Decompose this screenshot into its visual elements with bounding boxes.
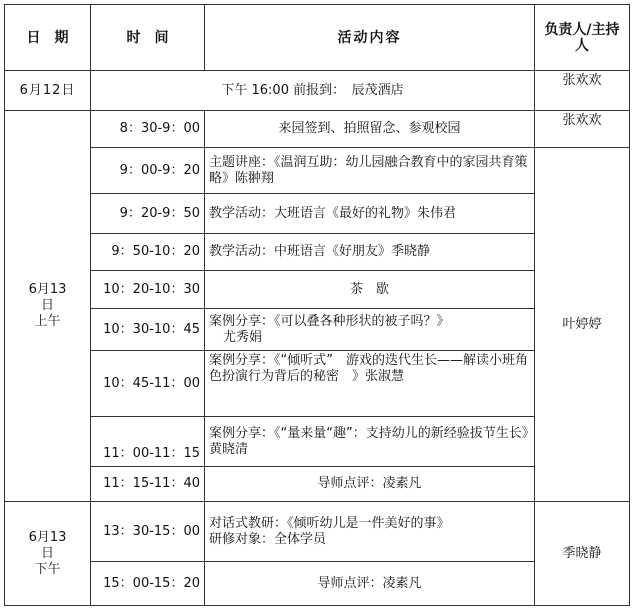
row-content-line1: 案例分享：《可以叠各种形状的被子吗？》 <box>209 313 450 329</box>
row-content: 教学活动：中班语言《好朋友》季晓静 <box>205 234 535 271</box>
row-content-line2: 研修对象：全体学员 <box>209 531 327 547</box>
row-time: 13：30-15：00 <box>91 502 205 562</box>
row-content: 案例分享：《“量来量“趣”：支持幼儿的新经验拔节生长》 黄晓清 <box>205 417 535 467</box>
row-content: 导师点评：凌素凡 <box>205 467 535 502</box>
schedule-table <box>4 4 630 606</box>
row-content <box>205 309 535 351</box>
header-row <box>5 5 630 71</box>
morning-date: 6月13 日 上午 <box>5 111 91 502</box>
row-time: 11：15-11：40 <box>91 467 205 502</box>
header-content: 活动内容 <box>205 5 535 71</box>
row-time: 10：45-11：00 <box>91 351 205 417</box>
table-row <box>5 111 630 148</box>
morning-owner-first: 张欢欢 <box>535 111 630 148</box>
row-time: 10：20-10：30 <box>91 271 205 309</box>
row-content: 案例分享：《“倾听式” 游戏的迭代生长——解读小班角色扮演行为背后的秘密 》张淑慧 <box>205 351 535 417</box>
row-time: 15：00-15：20 <box>91 562 205 606</box>
checkin-date: 6月12日 <box>5 71 91 111</box>
afternoon-date: 6月13 日 下午 <box>5 502 91 606</box>
row-time: 10：30-10：45 <box>91 309 205 351</box>
checkin-owner: 张欢欢 <box>535 71 630 111</box>
row-time: 8：30-9：00 <box>91 111 205 148</box>
row-content: 主题讲座：《温润互助：幼儿园融合教育中的家园共育策略》陈翀翔 <box>205 148 535 194</box>
row-content: 来园签到、拍照留念、参观校园 <box>205 111 535 148</box>
checkin-content: 下午 16:00 前报到： 辰茂酒店 <box>91 71 535 111</box>
header-owner: 负责人/主持人 <box>535 5 630 71</box>
table-row <box>5 502 630 562</box>
afternoon-owner: 季晓静 <box>535 502 630 606</box>
row-time: 9：00-9：20 <box>91 148 205 194</box>
header-date: 日 期 <box>5 5 91 71</box>
checkin-row <box>5 71 630 111</box>
row-content-line1: 对话式教研：《倾听幼儿是一件美好的事》 <box>209 515 450 531</box>
row-content: 导师点评：凌素凡 <box>205 562 535 606</box>
row-time: 11：00-11：15 <box>91 417 205 467</box>
row-content: 教学活动：大班语言《最好的礼物》朱伟君 <box>205 194 535 234</box>
row-time: 9：20-9：50 <box>91 194 205 234</box>
row-content <box>205 502 535 562</box>
row-content-line2: 尤秀娟 <box>223 329 263 345</box>
row-time: 9：50-10：20 <box>91 234 205 271</box>
morning-owner: 叶婷婷 <box>535 148 630 502</box>
row-content: 茶 歇 <box>205 271 535 309</box>
table-row <box>5 148 630 194</box>
header-time: 时 间 <box>91 5 205 71</box>
